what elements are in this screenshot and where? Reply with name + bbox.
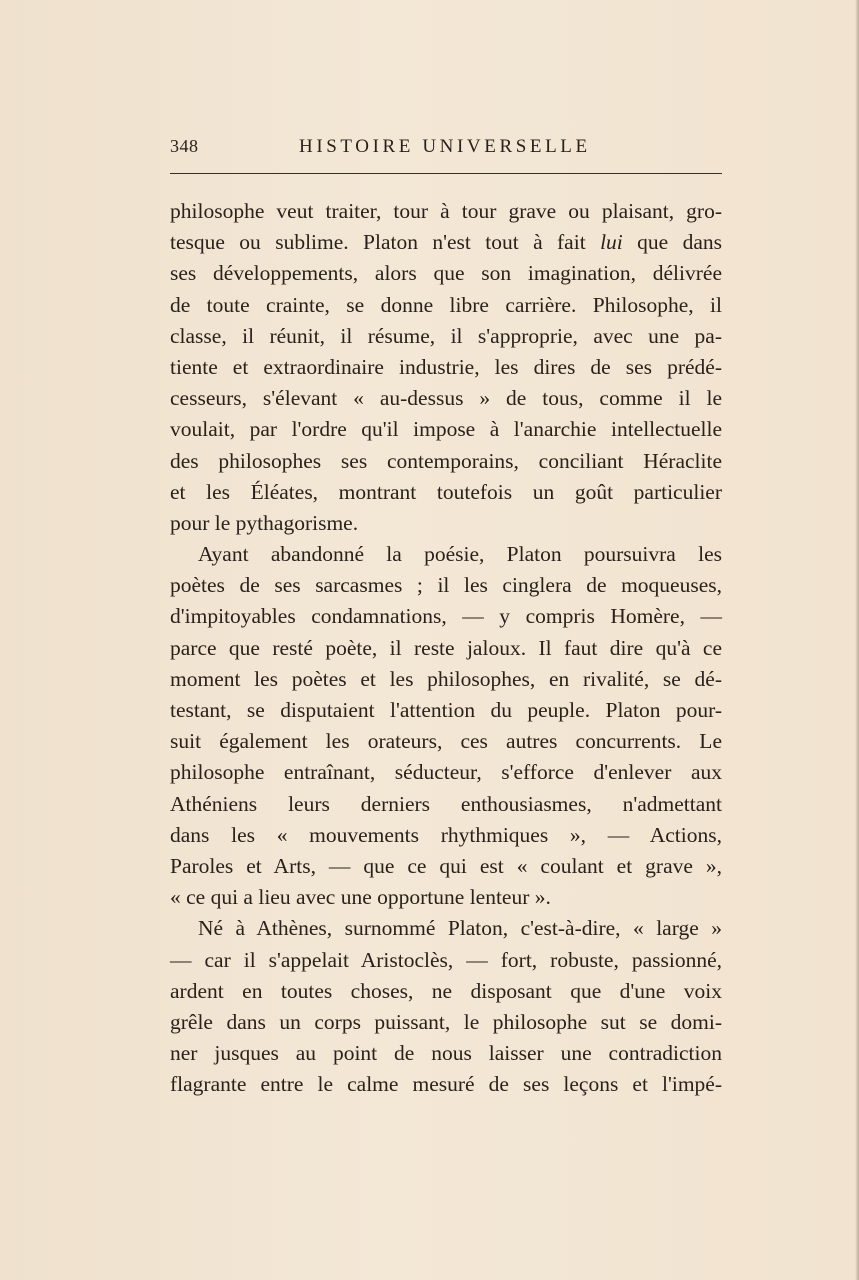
text-line: Paroles et Arts, — que ce qui est « coulant et grave », (170, 853, 722, 878)
text-line: parce que resté poète, il reste jaloux. Il faut dire qu'à ce (170, 635, 722, 660)
text-line: cesseurs, s'élevant « au-dessus » de tous, comme il le (170, 386, 722, 411)
body-text (170, 196, 722, 1100)
page-number: 348 (170, 136, 199, 156)
text-line: dans les « mouvements rhythmiques », — Actions, (170, 822, 722, 847)
text-line: de toute crainte, se donne libre carrière. Philosophe, il (170, 292, 722, 317)
text-line: flagrante entre le calme mesuré de ses leçons et l'impé- (170, 1072, 722, 1097)
page-edge-shadow (855, 0, 859, 1280)
text-line: moment les poètes et les philosophes, en rivalité, se dé- (170, 666, 722, 691)
text-line: poètes de ses sarcasmes ; il les cinglera de moqueuses, (170, 573, 722, 598)
text-line: ses développements, alors que son imagination, délivrée (170, 261, 722, 286)
text-segment: tesque ou sublime. Platon n'est tout à fait (170, 230, 586, 255)
text-line: classe, il réunit, il résume, il s'approprie, avec une pa- (170, 323, 722, 348)
text-line: — car il s'appelait Aristoclès, — fort, robuste, passionné, (170, 947, 722, 972)
text-line: tiente et extraordinaire industrie, les dires de ses prédé- (170, 354, 722, 379)
text-line: et les Éléates, montrant toutefois un goût particulier (170, 479, 722, 504)
text-line: Ayant abandonné la poésie, Platon poursuivra les (198, 542, 722, 567)
text-line: suit également les orateurs, ces autres concurrents. Le (170, 729, 722, 754)
text-line: ner jusques au point de nous laisser une contradiction (170, 1041, 722, 1066)
text-line: pour le pythagorisme. (170, 510, 359, 535)
text-line: d'impitoyables condamnations, — y compris Homère, — (170, 604, 722, 629)
text-line: ardent en toutes choses, ne disposant que d'une voix (170, 978, 722, 1003)
text-line: Athéniens leurs derniers enthousiasmes, n'admettant (170, 791, 722, 816)
text-line: voulait, par l'ordre qu'il impose à l'anarchie intellectuelle (170, 417, 722, 442)
text-segment: que dans (637, 230, 723, 255)
running-title: HISTOIRE UNIVERSELLE (299, 136, 591, 157)
running-head (170, 136, 722, 162)
italic-word: lui (600, 230, 623, 255)
text-line: des philosophes ses contemporains, conciliant Héraclite (170, 448, 722, 473)
text-line: philosophe entraînant, séducteur, s'efforce d'enlever aux (170, 760, 722, 785)
text-line: grêle dans un corps puissant, le philosophe sut se domi- (170, 1009, 722, 1034)
text-line: « ce qui a lieu avec une opportune lenteur ». (170, 885, 551, 910)
text-line (170, 227, 722, 258)
header-rule (170, 173, 722, 174)
text-line: testant, se disputaient l'attention du peuple. Platon pour- (170, 698, 722, 722)
text-line: philosophe veut traiter, tour à tour grave ou plaisant, gro- (170, 199, 722, 223)
text-line: Né à Athènes, surnommé Platon, c'est-à-dire, « large » (198, 916, 722, 941)
